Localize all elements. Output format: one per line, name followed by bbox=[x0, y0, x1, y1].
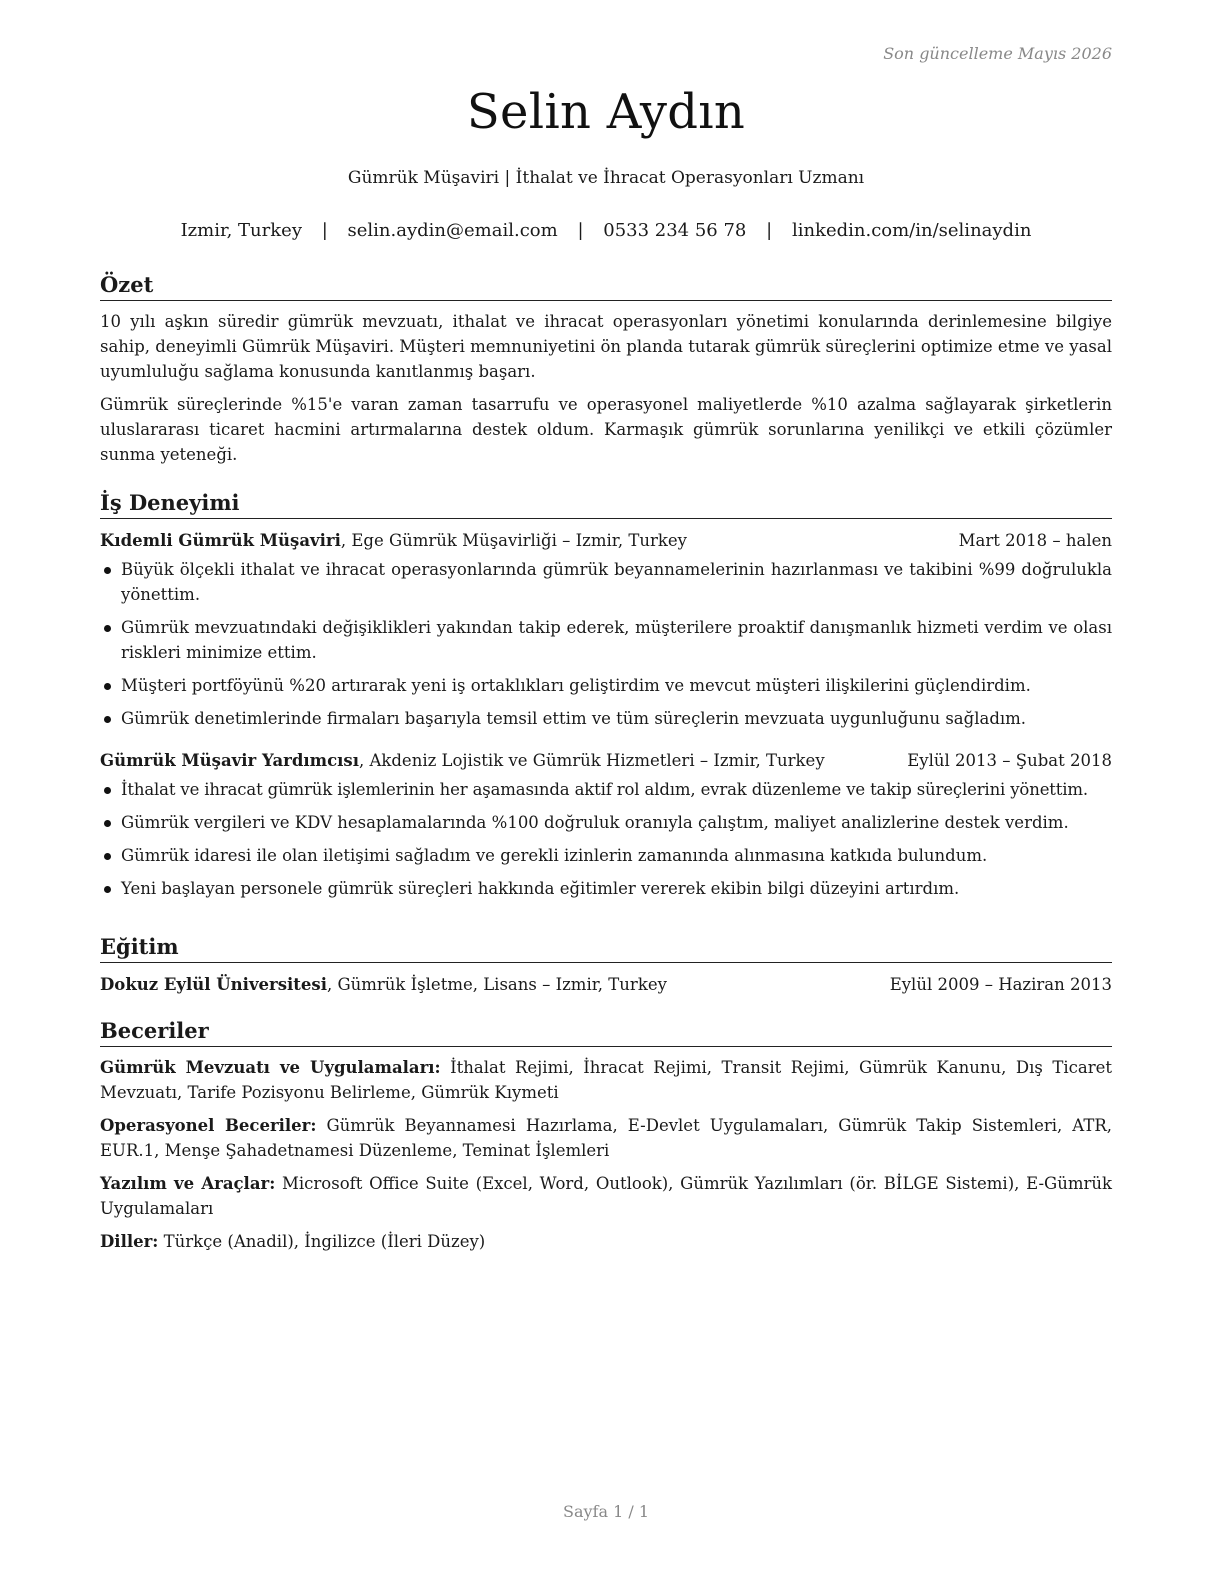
summary-section bbox=[100, 272, 1112, 467]
skill-value: Gümrük Beyannamesi Hazırlama, E-Devlet Uygulamaları, Gümrük Takip Sistemleri, ATR, EUR.1, Menşe Şahadetnamesi Düzenleme, Teminat İşlemleri bbox=[100, 1116, 1112, 1160]
job-title-line bbox=[100, 529, 687, 553]
page-number: Sayfa 1 / 1 bbox=[562, 1502, 649, 1521]
skill-row bbox=[100, 1055, 1112, 1105]
job-bullets bbox=[100, 777, 1112, 901]
contact-line bbox=[100, 220, 1112, 241]
education-heading: Eğitim bbox=[100, 934, 1112, 963]
list-item: Gümrük mevzuatındaki değişiklikleri yakından takip ederek, müşterilere proaktif danışmanlık hizmeti verdim ve olası riskleri minimize ettim. bbox=[100, 615, 1112, 665]
skill-label: Diller: bbox=[100, 1232, 159, 1251]
education-line bbox=[100, 973, 667, 997]
last-updated: Son güncelleme Mayıs 2026 bbox=[883, 44, 1112, 63]
candidate-title: Gümrük Müşaviri | İthalat ve İhracat Operasyonları Uzmanı bbox=[347, 168, 865, 188]
skill-value: Microsoft Office Suite (Excel, Word, Outlook), Gümrük Yazılımları (ör. BİLGE Sistemi), E-Gümrük Uygulamaları bbox=[100, 1174, 1112, 1218]
education-school: Dokuz Eylül Üniversitesi bbox=[100, 975, 327, 994]
job-title-line bbox=[100, 749, 825, 773]
skill-row bbox=[100, 1229, 1112, 1254]
skill-label: Gümrük Mevzuatı ve Uygulamaları: bbox=[100, 1058, 441, 1077]
contact-separator: | bbox=[321, 220, 328, 241]
job-header bbox=[100, 749, 1112, 773]
education-detail: , Gümrük İşletme, Lisans – Izmir, Turkey bbox=[326, 975, 667, 994]
candidate-name: Selin Aydın bbox=[466, 84, 746, 140]
skill-row bbox=[100, 1113, 1112, 1163]
resume-page bbox=[100, 0, 1112, 1584]
experience-section bbox=[100, 490, 1112, 909]
summary-heading: Özet bbox=[100, 272, 1112, 301]
skill-row bbox=[100, 1171, 1112, 1221]
contact-location: Izmir, Turkey bbox=[180, 220, 302, 241]
job-dates: Mart 2018 – halen bbox=[958, 531, 1112, 550]
contact-linkedin[interactable]: linkedin.com/in/selinaydin bbox=[791, 220, 1032, 241]
education-section bbox=[100, 934, 1112, 997]
skills-section bbox=[100, 1018, 1112, 1254]
job-org: , Ege Gümrük Müşavirliği – Izmir, Turkey bbox=[340, 531, 687, 550]
list-item: Gümrük idaresi ile olan iletişimi sağladım ve gerekli izinlerin zamanında alınmasına katkıda bulundum. bbox=[100, 843, 1112, 868]
education-entry bbox=[100, 973, 1112, 997]
skill-label: Yazılım ve Araçlar: bbox=[100, 1174, 276, 1193]
job-role: Gümrük Müşavir Yardımcısı bbox=[100, 751, 359, 770]
summary-paragraph: Gümrük süreçlerinde %15'e varan zaman tasarrufu ve operasyonel maliyetlerde %10 azalma sağlayarak şirketlerin uluslararası ticaret hacmini artırmalarına destek oldum. Karmaşık gümrük sorunlarına yenilikçi ve etkili çözümler sunma yeteneği. bbox=[100, 395, 1112, 464]
job-dates: Eylül 2013 – Şubat 2018 bbox=[907, 751, 1112, 770]
list-item: Yeni başlayan personele gümrük süreçleri hakkında eğitimler vererek ekibin bilgi düzeyini artırdım. bbox=[100, 876, 1112, 901]
job-role: Kıdemli Gümrük Müşaviri bbox=[100, 531, 341, 550]
contact-separator: | bbox=[766, 220, 773, 241]
skill-value: Türkçe (Anadil), İngilizce (İleri Düzey) bbox=[158, 1232, 486, 1251]
skills-heading: Beceriler bbox=[100, 1018, 1112, 1047]
education-dates: Eylül 2009 – Haziran 2013 bbox=[889, 975, 1112, 994]
list-item: Gümrük vergileri ve KDV hesaplamalarında %100 doğruluk oranıyla çalıştım, maliyet analizlerine destek verdim. bbox=[100, 810, 1112, 835]
contact-separator: | bbox=[577, 220, 584, 241]
list-item: Gümrük denetimlerinde firmaları başarıyla temsil ettim ve tüm süreçlerin mevzuata uygunluğunu sağladım. bbox=[100, 706, 1112, 731]
list-item: İthalat ve ihracat gümrük işlemlerinin her aşamasında aktif rol aldım, evrak düzenleme ve takip süreçlerini yönettim. bbox=[100, 777, 1112, 802]
job-bullets bbox=[100, 557, 1112, 731]
list-item: Müşteri portföyünü %20 artırarak yeni iş ortaklıkları geliştirdim ve mevcut müşteri ilişkilerini güçlendirdim. bbox=[100, 673, 1112, 698]
contact-phone[interactable]: 0533 234 56 78 bbox=[603, 220, 747, 241]
experience-heading: İş Deneyimi bbox=[100, 490, 1112, 519]
skill-label: Operasyonel Beceriler: bbox=[100, 1116, 317, 1135]
summary-paragraph: 10 yılı aşkın süredir gümrük mevzuatı, ithalat ve ihracat operasyonları yönetimi konularında derinlemesine bilgiye sahip, deneyimli Gümrük Müşaviri. Müşteri memnuniyetini ön planda tutarak gümrük süreçlerini optimize etme ve yasal uyumluluğu sağlama konusunda kanıtlanmış başarı. bbox=[100, 312, 1112, 381]
contact-email[interactable]: selin.aydin@email.com bbox=[347, 220, 558, 241]
list-item: Büyük ölçekli ithalat ve ihracat operasyonlarında gümrük beyannamelerinin hazırlanması ve takibini %99 doğrulukla yönettim. bbox=[100, 557, 1112, 607]
job-header bbox=[100, 529, 1112, 553]
job-org: , Akdeniz Lojistik ve Gümrük Hizmetleri – Izmir, Turkey bbox=[358, 751, 825, 770]
skill-value: İthalat Rejimi, İhracat Rejimi, Transit Rejimi, Gümrük Kanunu, Dış Ticaret Mevzuatı, Tarife Pozisyonu Belirleme, Gümrük Kıymeti bbox=[100, 1058, 1112, 1102]
